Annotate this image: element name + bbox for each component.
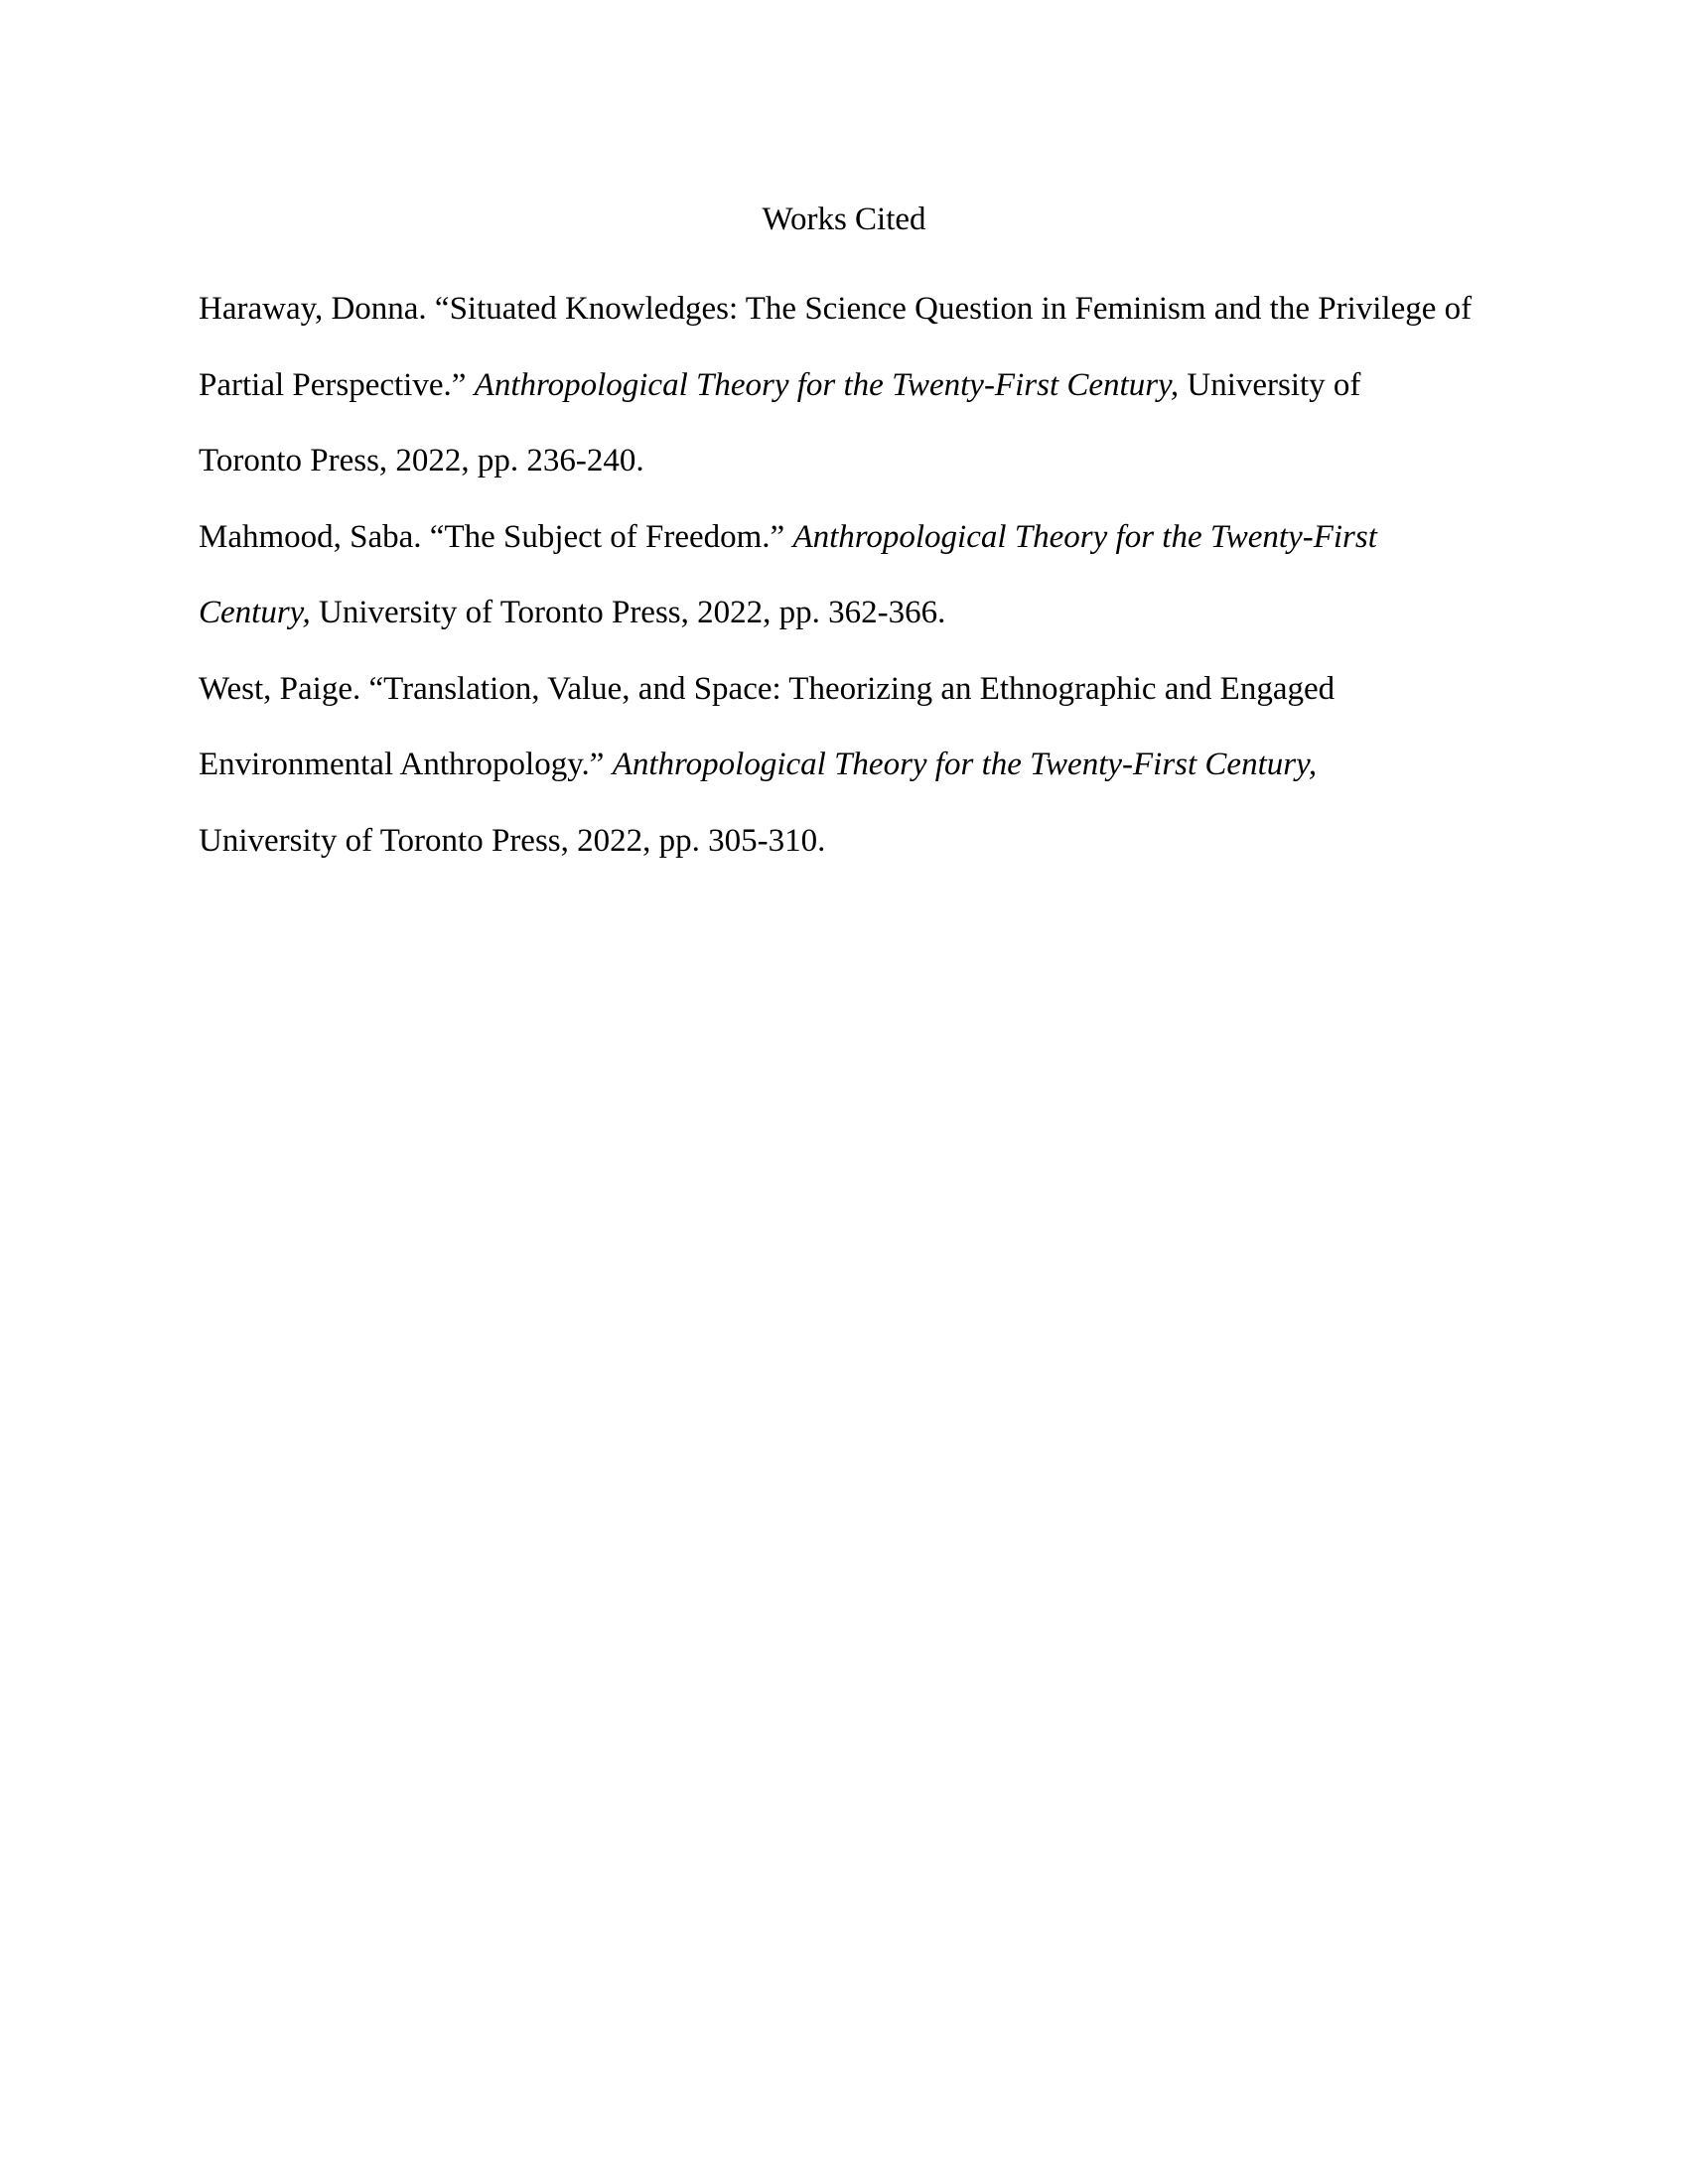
citation-text: West, Paige. “Translation, Value, and Space: Theorizing an Ethnographic and Engaged — [199, 670, 1336, 707]
citation-line — [199, 575, 1509, 651]
citation-container-title: Anthropological Theory for the Twenty-First Century, — [474, 366, 1180, 403]
citation-text: Mahmood, Saba. “The Subject of Freedom.” — [199, 518, 793, 555]
citation-line — [199, 651, 1509, 728]
citation-line — [199, 499, 1509, 576]
citation-entry-haraway — [199, 271, 1509, 499]
citation-line — [199, 271, 1509, 347]
page-title: Works Cited — [762, 202, 926, 237]
citation-container-title: Anthropological Theory for the Twenty-First Century, — [612, 747, 1318, 782]
citation-container-title: Century, — [199, 595, 311, 630]
citation-entry-mahmood — [199, 499, 1509, 651]
citation-line — [199, 423, 1509, 499]
citation-text: University of Toronto Press, 2022, pp. 362-366. — [310, 595, 946, 630]
citation-text: University of Toronto Press, 2022, pp. 305-310. — [199, 822, 826, 859]
citation-container-title: Anthropological Theory for the Twenty-First — [792, 518, 1377, 555]
citation-entry-west — [199, 651, 1509, 880]
citation-text: Partial Perspective.” — [199, 366, 475, 403]
works-cited-list — [199, 271, 1509, 879]
citation-text: Environmental Anthropology.” — [199, 747, 613, 782]
citation-line — [199, 727, 1509, 803]
citation-text: University of — [1179, 366, 1361, 403]
citation-text: Haraway, Donna. “Situated Knowledges: The Science Question in Feminism and the Privilege of — [199, 291, 1473, 327]
citation-line — [199, 347, 1509, 424]
citation-line — [199, 803, 1509, 880]
citation-text: Toronto Press, 2022, pp. 236-240. — [199, 443, 644, 478]
